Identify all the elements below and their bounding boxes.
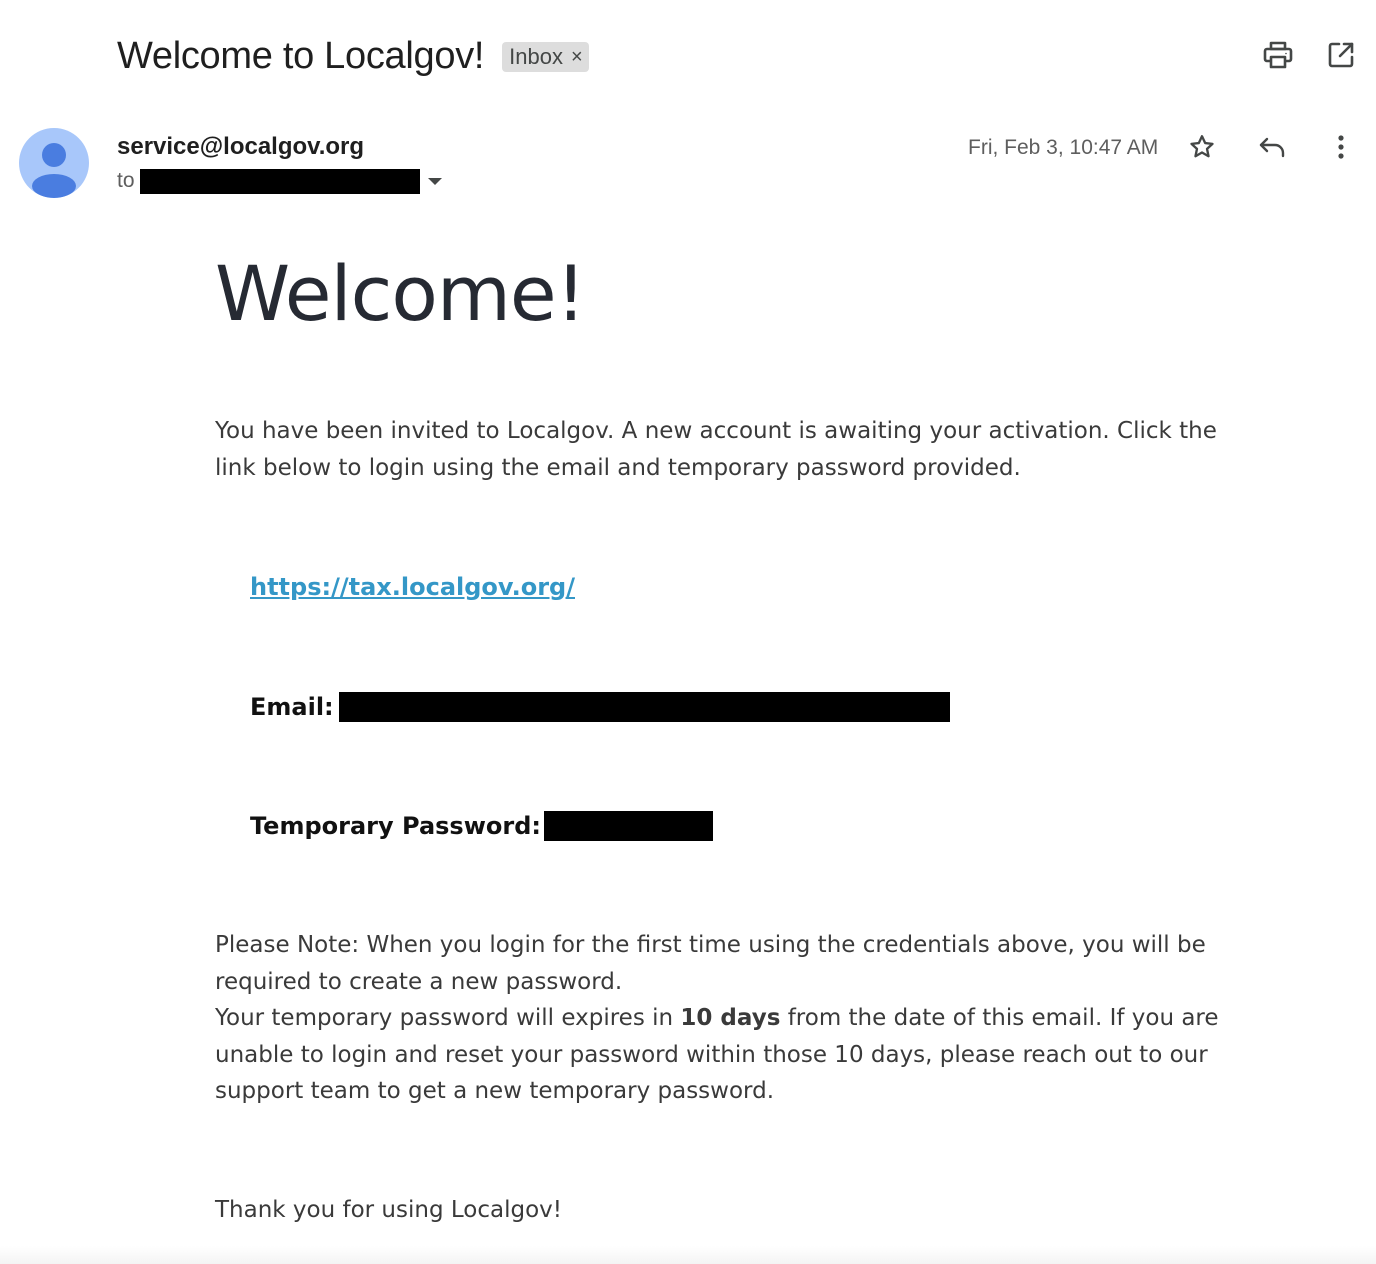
star-icon[interactable] xyxy=(1185,130,1219,164)
email-label: Email: xyxy=(250,693,334,721)
email-credential-row xyxy=(250,690,950,724)
recipient-row xyxy=(117,167,442,195)
intro-paragraph: You have been invited to Localgov. A new account is awaiting your activation. Click the link below to login using the email and temporary password provided. xyxy=(215,418,1217,481)
note-line-2-end: from the date of this email. If you are unable to login and reset your password within those 10 days, please reach out to our support team to get a new temporary password. xyxy=(215,1005,1219,1105)
bottom-edge xyxy=(0,1246,1376,1264)
note-line-1: Please Note: When you login for the first time using the credentials above, you will be required to create a new password. xyxy=(215,932,1206,995)
recipient-details-dropdown-icon[interactable] xyxy=(428,178,442,185)
email-subject: Welcome to Localgov! xyxy=(117,35,485,77)
email-date: Fri, Feb 3, 10:47 AM xyxy=(968,136,1159,159)
redacted-recipient xyxy=(140,169,420,194)
more-options-icon[interactable] xyxy=(1324,130,1358,164)
note-line-2-start: Your temporary password will expires in xyxy=(215,1005,681,1032)
reply-icon[interactable] xyxy=(1255,130,1289,164)
inbox-label-chip[interactable] xyxy=(502,42,589,72)
expiry-days: 10 days xyxy=(680,1005,781,1032)
open-in-new-window-icon[interactable] xyxy=(1324,38,1358,72)
login-link[interactable]: https://tax.localgov.org/ xyxy=(250,573,575,601)
avatar-icon[interactable] xyxy=(19,128,89,198)
redacted-email xyxy=(339,692,950,722)
sender-email[interactable]: service@localgov.org xyxy=(117,133,365,160)
subject-row xyxy=(117,30,589,82)
print-icon[interactable] xyxy=(1261,38,1295,72)
to-label: to xyxy=(117,169,135,192)
thanks-paragraph: Thank you for using Localgov! xyxy=(215,1197,562,1223)
welcome-heading: Welcome! xyxy=(215,249,586,338)
inbox-label-text: Inbox xyxy=(509,44,563,69)
remove-label-icon[interactable]: × xyxy=(570,45,583,68)
password-credential-row xyxy=(250,809,713,843)
note-paragraph xyxy=(215,927,1260,1110)
redacted-password xyxy=(544,811,713,841)
temporary-password-label: Temporary Password: xyxy=(250,812,541,840)
